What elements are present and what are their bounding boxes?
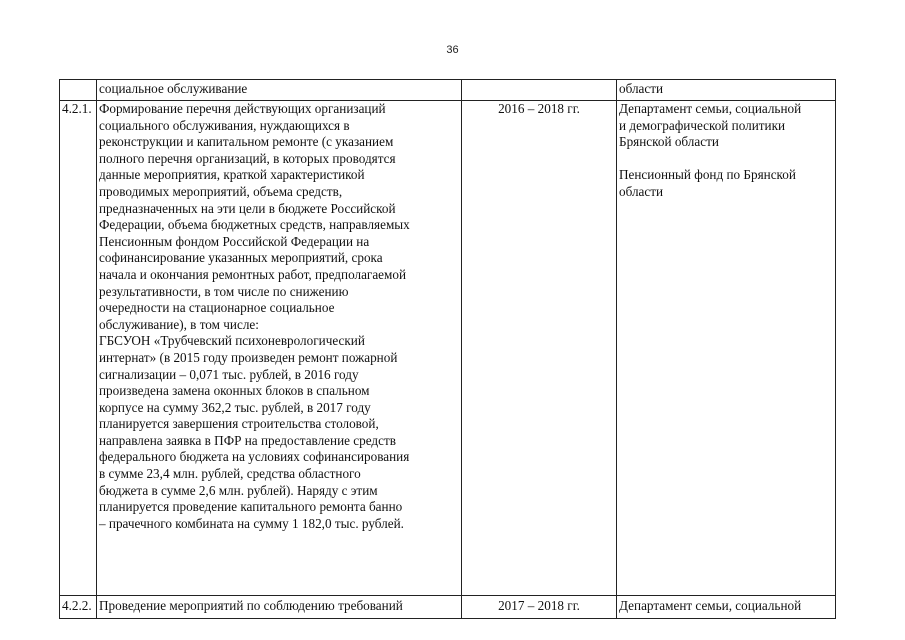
period-text: 2017 – 2018 гг. xyxy=(498,598,580,613)
description-cell xyxy=(97,80,462,101)
description-cell xyxy=(97,596,462,619)
item-number-cell xyxy=(60,596,97,619)
description-line: Пенсионным фондом Российской Федерации на xyxy=(99,233,370,249)
description-line: софинансирование указанных мероприятий, срока xyxy=(99,250,383,266)
description-line: Федерации, объема бюджетных средств, направляемых xyxy=(99,217,410,233)
description-line: реконструкции и капитальном ремонте (с указанием xyxy=(99,134,394,150)
description-line: интернат» (в 2015 году произведен ремонт пожарной xyxy=(99,349,398,365)
description-line: Проведение мероприятий по соблюдению требований xyxy=(99,598,403,613)
description-line: ГБСУОН «Трубчевский психоневрологический xyxy=(99,333,365,349)
description-line: направлена заявка в ПФР на предоставление средств xyxy=(99,432,396,448)
description-line: полного перечня организаций, в которых проводятся xyxy=(99,150,396,166)
executor-line: Пенсионный фонд по Брянской xyxy=(619,167,796,183)
period-cell xyxy=(462,596,617,619)
executor-line: Департамент семьи, социальной xyxy=(619,101,802,116)
table-row xyxy=(60,596,836,619)
period-cell xyxy=(462,101,617,596)
executor-line: и демографической политики xyxy=(619,117,786,133)
executor-spacer xyxy=(619,151,833,168)
description-line: планируется завершения строительства столовой, xyxy=(99,416,379,432)
description-line: обслуживание), в том числе: xyxy=(99,316,259,332)
executor-cell xyxy=(617,101,836,596)
description-line: бюджета в сумме 2,6 млн. рублей). Наряду с этим xyxy=(99,482,378,498)
description-line: данные мероприятия, краткой характеристикой xyxy=(99,167,365,183)
executor-line: Департамент семьи, социальной xyxy=(619,598,802,613)
description-line: Формирование перечня действующих организаций xyxy=(99,101,386,116)
executor-line: Брянской области xyxy=(619,134,719,150)
item-number xyxy=(60,81,64,96)
item-number-cell xyxy=(60,80,97,101)
description-line: очередности на стационарное социальное xyxy=(99,300,335,316)
period-text: 2016 – 2018 гг. xyxy=(498,101,580,116)
description-line: федерального бюджета на условиях софинансирования xyxy=(99,449,410,465)
period-cell xyxy=(462,80,617,101)
description-line: проводимых мероприятий, объема средств, xyxy=(99,183,343,199)
description-line: социального обслуживания, нуждающихся в xyxy=(99,117,350,133)
executor-line: области xyxy=(619,81,664,96)
description-line: в сумме 23,4 млн. рублей, средства областного xyxy=(99,466,361,482)
description-line: социальное обслуживание xyxy=(99,81,248,96)
description-line: – прачечного комбината на сумму 1 182,0 тыс. рублей. xyxy=(99,515,404,531)
executor-cell xyxy=(617,596,836,619)
description-line: планируется проведение капитального ремонта банно xyxy=(99,499,403,515)
description-cell xyxy=(97,101,462,596)
item-number-cell xyxy=(60,101,97,596)
page-number: 36 xyxy=(446,44,459,56)
item-number: 4.2.2. xyxy=(62,598,92,613)
description-line: сигнализации – 0,071 тыс. рублей, в 2016 году xyxy=(99,366,359,382)
executor-cell xyxy=(617,80,836,101)
description-line: предназначенных на эти цели в бюджете Российской xyxy=(99,200,396,216)
description-line: начала и окончания ремонтных работ, предполагаемой xyxy=(99,266,407,282)
description-line: результативности, в том числе по снижению xyxy=(99,283,349,299)
item-number: 4.2.1. xyxy=(62,101,92,116)
executor-line: области xyxy=(619,183,664,199)
description-line: произведена замена оконных блоков в спальном xyxy=(99,383,370,399)
description-line: корпусе на сумму 362,2 тыс. рублей, в 2017 году xyxy=(99,399,371,415)
table-row xyxy=(60,80,836,101)
table-row xyxy=(60,101,836,596)
measures-table xyxy=(59,79,836,619)
